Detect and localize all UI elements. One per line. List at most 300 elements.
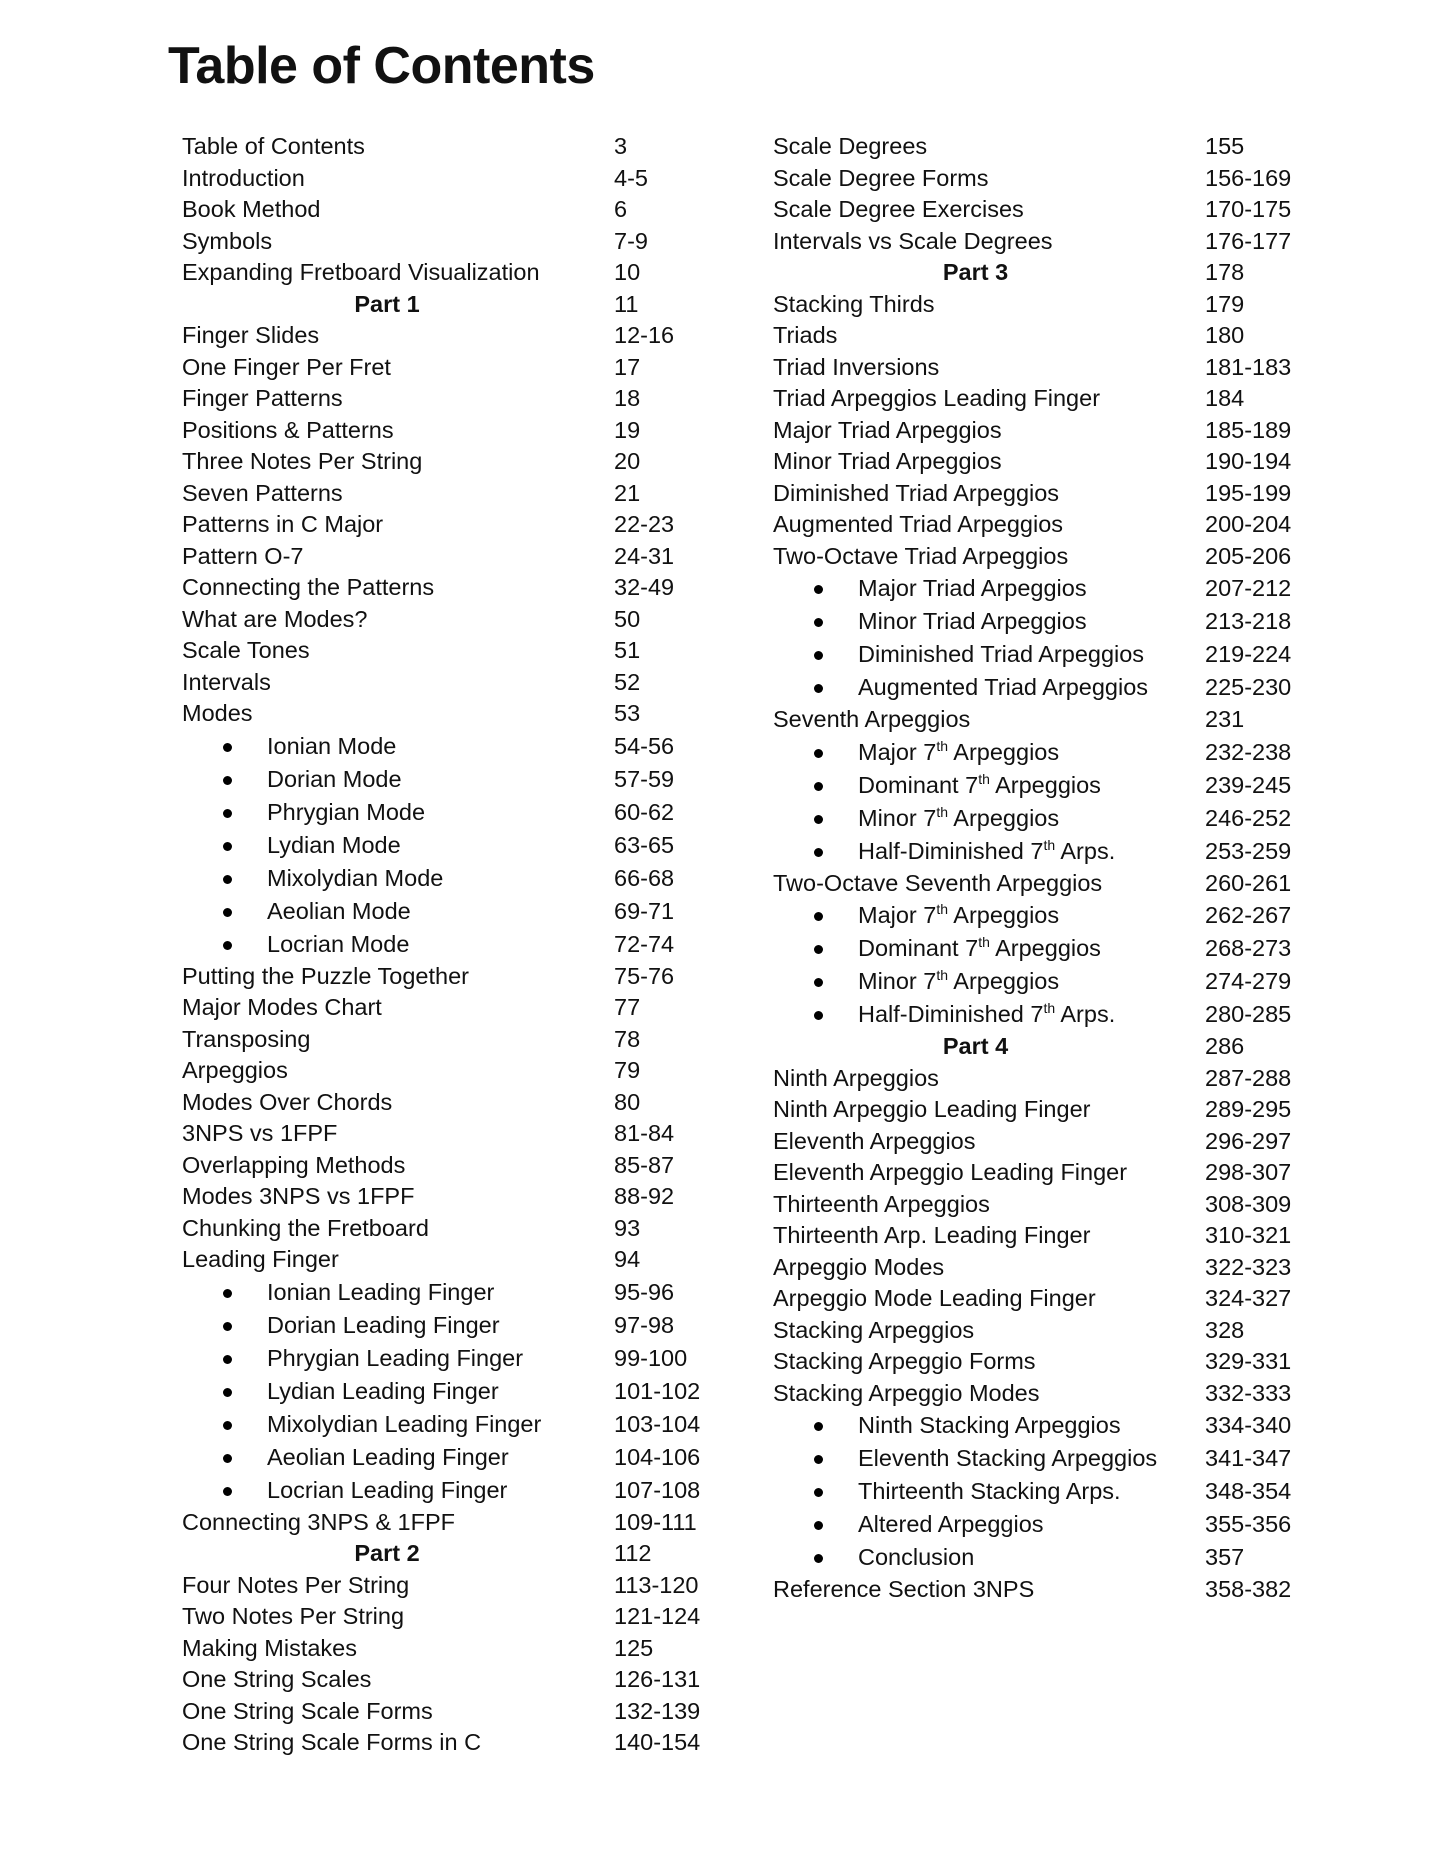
toc-entry-label — [182, 1633, 357, 1665]
toc-entry-label — [773, 1283, 1096, 1315]
toc-entry-label — [182, 1601, 404, 1633]
toc-page-number: 322-323 — [1205, 1253, 1292, 1280]
toc-entry-label — [267, 895, 411, 928]
toc-page-number: 207-212 — [1205, 575, 1292, 601]
entry-title: One String Scale Forms in C — [182, 1729, 482, 1755]
toc-page-number: 22-23 — [614, 511, 675, 537]
entry-title: One String Scales — [182, 1666, 372, 1692]
toc-page-number: 53 — [614, 700, 641, 726]
entry-title-rest: Arpeggios — [989, 935, 1101, 961]
entry-title: Altered Arpeggios — [858, 1511, 1044, 1537]
toc-page-number: 348-354 — [1205, 1478, 1292, 1504]
toc-page-number: 195-199 — [1205, 479, 1292, 506]
toc-entry-label — [182, 1118, 337, 1150]
bullet-icon — [814, 651, 823, 660]
toc-page-number: 97-98 — [614, 1311, 675, 1338]
toc-entry-label — [773, 415, 1002, 447]
ordinal-suffix: th — [978, 770, 990, 787]
toc-entry-label — [267, 862, 443, 895]
toc-entry-label — [267, 1309, 500, 1342]
toc-entry-label — [858, 1409, 1121, 1442]
entry-title: Stacking Arpeggio Modes — [773, 1379, 1040, 1406]
entry-title: Phrygian Leading Finger — [267, 1344, 524, 1371]
bullet-icon — [223, 1388, 232, 1397]
entry-title: 3NPS vs 1FPF — [182, 1120, 338, 1146]
entry-title: Arpeggio Mode Leading Finger — [773, 1285, 1096, 1311]
entry-title: Seven Patterns — [182, 479, 343, 506]
entry-title: Conclusion — [858, 1544, 975, 1570]
toc-page-number: 132-139 — [614, 1697, 701, 1724]
toc-entry-label — [267, 763, 402, 796]
entry-title: Expanding Fretboard Visualization — [182, 259, 540, 285]
entry-title: Aeolian Leading Finger — [267, 1443, 509, 1470]
entry-title-rest: Arpeggios — [948, 738, 1060, 765]
toc-page-number: 93 — [614, 1214, 641, 1241]
toc-page-number: 260-261 — [1205, 869, 1292, 896]
toc-page-number: 358-382 — [1205, 1576, 1292, 1602]
toc-entry-label — [267, 1342, 523, 1375]
toc-entry-label — [773, 1063, 939, 1095]
entry-title: Major Modes Chart — [182, 994, 382, 1020]
toc-entry-label — [182, 257, 540, 289]
toc-entry-label — [858, 605, 1087, 638]
entry-title: Locrian Leading Finger — [267, 1476, 508, 1503]
toc-page-number: 181-183 — [1205, 353, 1292, 380]
toc-page-number: 225-230 — [1205, 674, 1292, 700]
toc-entry-label — [182, 509, 383, 541]
entry-title: Eleventh Stacking Arpeggios — [858, 1445, 1158, 1471]
toc-entry-label — [182, 1664, 371, 1696]
bullet-icon — [814, 782, 823, 791]
toc-entry-label — [267, 1375, 499, 1408]
entry-title: Intervals — [182, 668, 271, 695]
entry-title: Major Triad Arpeggios — [858, 575, 1087, 601]
entry-title: Half-Diminished 7 — [858, 837, 1044, 864]
toc-page-number: 20 — [614, 448, 641, 474]
entry-title: Stacking Arpeggios — [773, 1316, 975, 1343]
toc-page-number: 79 — [614, 1057, 641, 1083]
toc-page-number: 10 — [614, 259, 641, 285]
entry-title: Eleventh Arpeggio Leading Finger — [773, 1159, 1128, 1185]
entry-title: Augmented Triad Arpeggios — [858, 674, 1149, 700]
toc-page-number: 112 — [614, 1540, 652, 1566]
toc-entry-label — [182, 289, 592, 321]
entry-title: Triad Arpeggios Leading Finger — [773, 385, 1101, 411]
toc-entry-label — [858, 932, 1101, 965]
toc-page-number: 103-104 — [614, 1410, 701, 1437]
ordinal-suffix: th — [1043, 836, 1056, 853]
toc-entry-label — [267, 928, 409, 961]
bullet-icon — [223, 842, 232, 851]
toc-entry-label — [182, 352, 391, 384]
toc-entry-label — [182, 1507, 455, 1539]
toc-page-number: 185-189 — [1205, 416, 1292, 443]
toc-page-number: 156-169 — [1205, 164, 1292, 191]
toc-entry-label — [182, 604, 367, 636]
toc-entry-label — [182, 320, 319, 352]
entry-title: Finger Slides — [182, 322, 320, 348]
bullet-icon — [223, 1454, 232, 1463]
toc-page-number: 51 — [614, 637, 641, 663]
toc-entry-label — [858, 769, 1101, 802]
toc-entry-label — [858, 638, 1144, 671]
toc-entry-label — [773, 1031, 1178, 1063]
entry-title: Putting the Puzzle Together — [182, 962, 469, 989]
toc-entry-label — [182, 992, 382, 1024]
toc-page-number: 253-259 — [1205, 837, 1292, 864]
entry-title: Major 7 — [858, 738, 937, 765]
bullet-icon — [223, 875, 232, 884]
toc-entry-label — [773, 1346, 1036, 1378]
toc-entry-label — [773, 446, 1002, 478]
toc-entry-label — [182, 961, 469, 993]
toc-page-number: 60-62 — [614, 798, 675, 825]
toc-page-number: 334-340 — [1205, 1412, 1292, 1438]
toc-entry-label — [773, 131, 927, 163]
bullet-icon — [814, 815, 823, 824]
toc-page-number: 66-68 — [614, 864, 675, 891]
bullet-icon — [223, 1487, 232, 1496]
entry-title: Dominant 7 — [858, 935, 979, 961]
entry-title: Leading Finger — [182, 1246, 339, 1272]
bullet-icon — [814, 1011, 823, 1020]
toc-page-number: 4-5 — [614, 164, 648, 191]
ordinal-suffix: th — [936, 803, 949, 820]
entry-title: Major Triad Arpeggios — [773, 416, 1002, 443]
entry-title: Triad Inversions — [773, 353, 940, 380]
entry-title: Lydian Mode — [267, 831, 401, 858]
entry-title: Diminished Triad Arpeggios — [773, 479, 1060, 506]
entry-title: Ionian Leading Finger — [267, 1278, 495, 1305]
entry-title: Making Mistakes — [182, 1634, 357, 1661]
ordinal-suffix: th — [978, 934, 990, 950]
toc-page-number: 341-347 — [1205, 1445, 1292, 1471]
bullet-icon — [223, 776, 232, 785]
entry-title: Ninth Stacking Arpeggios — [858, 1412, 1121, 1438]
toc-entry-label — [182, 1150, 405, 1182]
entry-title: Diminished Triad Arpeggios — [858, 641, 1145, 667]
entry-title: Minor Triad Arpeggios — [773, 448, 1002, 474]
toc-entry-label — [773, 1574, 1034, 1606]
bullet-icon — [814, 749, 823, 758]
entry-title: Lydian Leading Finger — [267, 1377, 499, 1404]
toc-page-number: 296-297 — [1205, 1127, 1292, 1154]
toc-entry-label — [267, 829, 401, 862]
toc-page-number: 121-124 — [614, 1603, 701, 1629]
entry-title: Reference Section 3NPS — [773, 1576, 1035, 1602]
toc-entry-label — [773, 509, 1063, 541]
toc-page-number: 11 — [614, 290, 639, 317]
toc-page-number: 63-65 — [614, 831, 675, 858]
entry-title-rest: Arpeggios — [948, 902, 1060, 928]
entry-title: Connecting 3NPS & 1FPF — [182, 1508, 455, 1535]
toc-page-number: 232-238 — [1205, 738, 1292, 765]
toc-entry-label — [773, 704, 970, 736]
toc-page-number: 246-252 — [1205, 804, 1292, 831]
entry-title: Ninth Arpeggios — [773, 1064, 939, 1091]
bullet-icon — [814, 912, 823, 921]
entry-title: Seventh Arpeggios — [773, 706, 971, 732]
toc-page-number: 231 — [1205, 706, 1245, 732]
entry-title: Thirteenth Arp. Leading Finger — [773, 1222, 1091, 1248]
toc-page-number: 324-327 — [1205, 1285, 1292, 1311]
entry-title: Scale Degree Forms — [773, 164, 989, 191]
entry-title: Mixolydian Leading Finger — [267, 1410, 542, 1437]
entry-title: Eleventh Arpeggios — [773, 1127, 976, 1154]
toc-page-number: 213-218 — [1205, 608, 1292, 634]
bullet-icon — [223, 1355, 232, 1364]
toc-entry-label — [182, 1570, 409, 1602]
entry-title: Scale Degree Exercises — [773, 196, 1024, 222]
entry-title: Phrygian Mode — [267, 798, 426, 825]
toc-page-number: 101-102 — [614, 1377, 701, 1404]
toc-entry-label — [267, 796, 425, 829]
toc-page-number: 190-194 — [1205, 448, 1292, 474]
toc-entry-label — [858, 965, 1059, 998]
toc-page-number: 80 — [614, 1088, 641, 1115]
toc-page-number: 109-111 — [614, 1508, 697, 1535]
toc-entry-label — [858, 1475, 1121, 1508]
ordinal-suffix: th — [1043, 1000, 1056, 1016]
entry-title: Stacking Thirds — [773, 290, 935, 317]
toc-page-number: 32-49 — [614, 574, 675, 600]
toc-entry-label — [182, 194, 320, 226]
toc-entry-label — [182, 541, 303, 573]
toc-entry-label — [773, 194, 1024, 226]
toc-page-number: 126-131 — [614, 1666, 701, 1692]
toc-page-number: 81-84 — [614, 1120, 675, 1146]
toc-page-number: 268-273 — [1205, 935, 1292, 961]
toc-page-number: 113-120 — [614, 1571, 699, 1598]
toc-page-number: 75-76 — [614, 962, 675, 989]
bullet-icon — [223, 941, 232, 950]
entry-title: Positions & Patterns — [182, 416, 394, 443]
toc-entry-label — [182, 1055, 288, 1087]
toc-page-number: 308-309 — [1205, 1190, 1292, 1217]
toc-page-number: 57-59 — [614, 765, 675, 792]
bullet-icon — [814, 978, 823, 987]
entry-title-rest: Arpeggios — [948, 968, 1060, 994]
entry-title: Minor Triad Arpeggios — [858, 608, 1087, 634]
toc-page-number: 99-100 — [614, 1344, 688, 1371]
entry-title: Modes Over Chords — [182, 1088, 393, 1115]
toc-entry-label — [773, 289, 935, 321]
toc-entry-label — [182, 1538, 592, 1570]
toc-entry-label — [182, 226, 272, 258]
toc-entry-label — [773, 1315, 974, 1347]
toc-page-number: 140-154 — [614, 1729, 701, 1755]
toc-page-number: 125 — [614, 1634, 654, 1661]
toc-entry-label — [182, 163, 305, 195]
toc-entry-label — [773, 1126, 976, 1158]
entry-title: Part 4 — [942, 1033, 1009, 1059]
entry-title: Aeolian Mode — [267, 897, 411, 924]
toc-page-number: 52 — [614, 668, 641, 695]
entry-title: Minor 7 — [858, 968, 937, 994]
toc-entry-label — [267, 1474, 507, 1507]
toc-entry-label — [773, 226, 1053, 258]
ordinal-suffix: th — [936, 901, 949, 917]
entry-title: Two Notes Per String — [182, 1603, 405, 1629]
toc-entry-label — [858, 802, 1059, 835]
toc-page-number: 239-245 — [1205, 771, 1292, 798]
toc-page-number: 77 — [614, 994, 641, 1020]
toc-entry-label — [773, 1252, 944, 1284]
toc-page-number: 6 — [614, 196, 628, 222]
entry-title: Triads — [773, 322, 838, 348]
toc-entry-label — [182, 478, 343, 510]
entry-title: Four Notes Per String — [182, 1571, 410, 1598]
toc-page-number: 95-96 — [614, 1278, 675, 1305]
toc-page-number: 12-16 — [614, 322, 675, 348]
toc-entry-label — [858, 835, 1115, 868]
bullet-icon — [223, 1421, 232, 1430]
bullet-icon — [223, 809, 232, 818]
toc-entry-label — [182, 1213, 429, 1245]
toc-page-number: 286 — [1205, 1033, 1245, 1059]
entry-title: What are Modes? — [182, 605, 368, 632]
page-title: Table of Contents — [168, 37, 595, 95]
entry-title: Connecting the Patterns — [182, 574, 435, 600]
toc-page-number: 54-56 — [614, 732, 675, 759]
bullet-icon — [223, 743, 232, 752]
bullet-icon — [814, 1554, 823, 1563]
toc-page-number: 107-108 — [614, 1476, 701, 1503]
toc-entry-label — [182, 446, 422, 478]
toc-page-number: 310-321 — [1205, 1222, 1292, 1248]
toc-entry-label — [773, 1157, 1127, 1189]
toc-page-number: 287-288 — [1205, 1064, 1292, 1091]
entry-title: Patterns in C Major — [182, 511, 384, 537]
toc-entry-label — [182, 1696, 433, 1728]
toc-entry-label — [773, 1094, 1090, 1126]
toc-page-number: 179 — [1205, 290, 1245, 317]
bullet-icon — [814, 1521, 823, 1530]
toc-entry-label — [182, 1727, 481, 1759]
bullet-icon — [223, 908, 232, 917]
toc-entry-label — [858, 1442, 1157, 1475]
entry-title: Arpeggios — [182, 1057, 288, 1083]
toc-page-number: 104-106 — [614, 1443, 701, 1470]
entry-title: Pattern O-7 — [182, 542, 304, 569]
bullet-icon — [814, 585, 823, 594]
toc-page-number: 24-31 — [614, 542, 675, 569]
entry-title: Transposing — [182, 1025, 311, 1052]
entry-title: Arpeggio Modes — [773, 1253, 945, 1280]
bullet-icon — [223, 1322, 232, 1331]
entry-title: Introduction — [182, 164, 305, 191]
toc-page-number: 328 — [1205, 1316, 1245, 1343]
toc-entry-label — [182, 131, 365, 163]
entry-title: One Finger Per Fret — [182, 353, 391, 380]
toc-page-number: 178 — [1205, 259, 1245, 285]
toc-page-number: 357 — [1205, 1544, 1245, 1570]
bullet-icon — [814, 618, 823, 627]
bullet-icon — [814, 945, 823, 954]
toc-page-number: 72-74 — [614, 930, 675, 957]
entry-title: Two-Octave Seventh Arpeggios — [773, 869, 1103, 896]
toc-page-number: 180 — [1205, 322, 1245, 348]
toc-entry-label — [267, 1276, 494, 1309]
entry-title: Overlapping Methods — [182, 1151, 406, 1178]
toc-page-number: 18 — [614, 385, 641, 411]
toc-page-number: 355-356 — [1205, 1511, 1292, 1537]
bullet-icon — [814, 684, 823, 693]
entry-title-rest: Arpeggios — [948, 804, 1060, 831]
entry-title: Chunking the Fretboard — [182, 1214, 429, 1241]
toc-entry-label — [773, 1378, 1040, 1410]
toc-page-number: 69-71 — [614, 897, 675, 924]
toc-entry-label — [858, 1508, 1044, 1541]
entry-title: Augmented Triad Arpeggios — [773, 511, 1064, 537]
entry-title: Symbols — [182, 227, 273, 254]
entry-title: Ninth Arpeggio Leading Finger — [773, 1096, 1091, 1122]
toc-entry-label — [182, 383, 343, 415]
entry-title: Scale Tones — [182, 637, 310, 663]
toc-entry-label — [182, 1181, 414, 1213]
entry-title: Modes — [182, 700, 253, 726]
toc-entry-label — [858, 572, 1087, 605]
toc-page-number: 176-177 — [1205, 227, 1292, 254]
entry-title: Mixolydian Mode — [267, 864, 444, 891]
toc-entry-label — [267, 1441, 509, 1474]
entry-title: Scale Degrees — [773, 133, 928, 159]
toc-page-number: 200-204 — [1205, 511, 1292, 537]
toc-page-number: 205-206 — [1205, 542, 1292, 569]
toc-entry-label — [267, 730, 396, 763]
toc-entry-label — [182, 572, 434, 604]
entry-title: Locrian Mode — [267, 930, 410, 957]
entry-title: Finger Patterns — [182, 385, 343, 411]
toc-page-number: 17 — [614, 353, 641, 380]
toc-page-number: 50 — [614, 605, 641, 632]
toc-entry-label — [773, 478, 1059, 510]
toc-entry-label — [773, 257, 1178, 289]
toc-entry-label — [858, 736, 1059, 769]
entry-title: Thirteenth Arpeggios — [773, 1190, 990, 1217]
toc-entry-label — [858, 1541, 974, 1574]
entry-title: Part 1 — [354, 290, 420, 317]
toc-entry-label — [182, 635, 310, 667]
entry-title: Intervals vs Scale Degrees — [773, 227, 1053, 254]
entry-title: Table of Contents — [182, 133, 365, 159]
toc-page-number: 184 — [1205, 385, 1245, 411]
entry-title-rest: Arps. — [1055, 1001, 1116, 1027]
entry-title-rest: Arps. — [1055, 837, 1116, 864]
entry-title: Modes 3NPS vs 1FPF — [182, 1183, 415, 1209]
toc-entry-label — [267, 1408, 541, 1441]
entry-title-rest: Arpeggios — [989, 771, 1101, 798]
bullet-icon — [223, 1289, 232, 1298]
toc-page-number: 219-224 — [1205, 641, 1292, 667]
toc-page-number: 280-285 — [1205, 1001, 1292, 1027]
toc-entry-label — [773, 1220, 1090, 1252]
toc-entry-label — [773, 868, 1102, 900]
toc-page-number: 85-87 — [614, 1151, 675, 1178]
toc-entry-label — [182, 1087, 392, 1119]
toc-page-number: 94 — [614, 1246, 641, 1272]
entry-title: Dorian Leading Finger — [267, 1311, 500, 1338]
entry-title: Three Notes Per String — [182, 448, 423, 474]
toc-entry-label — [182, 1244, 339, 1276]
entry-title: One String Scale Forms — [182, 1697, 433, 1724]
toc-entry-label — [858, 899, 1059, 932]
toc-page-number: 289-295 — [1205, 1096, 1292, 1122]
toc-page-number: 7-9 — [614, 227, 648, 254]
toc-page-number: 329-331 — [1205, 1348, 1292, 1374]
toc-page-number: 332-333 — [1205, 1379, 1292, 1406]
bullet-icon — [814, 848, 823, 857]
